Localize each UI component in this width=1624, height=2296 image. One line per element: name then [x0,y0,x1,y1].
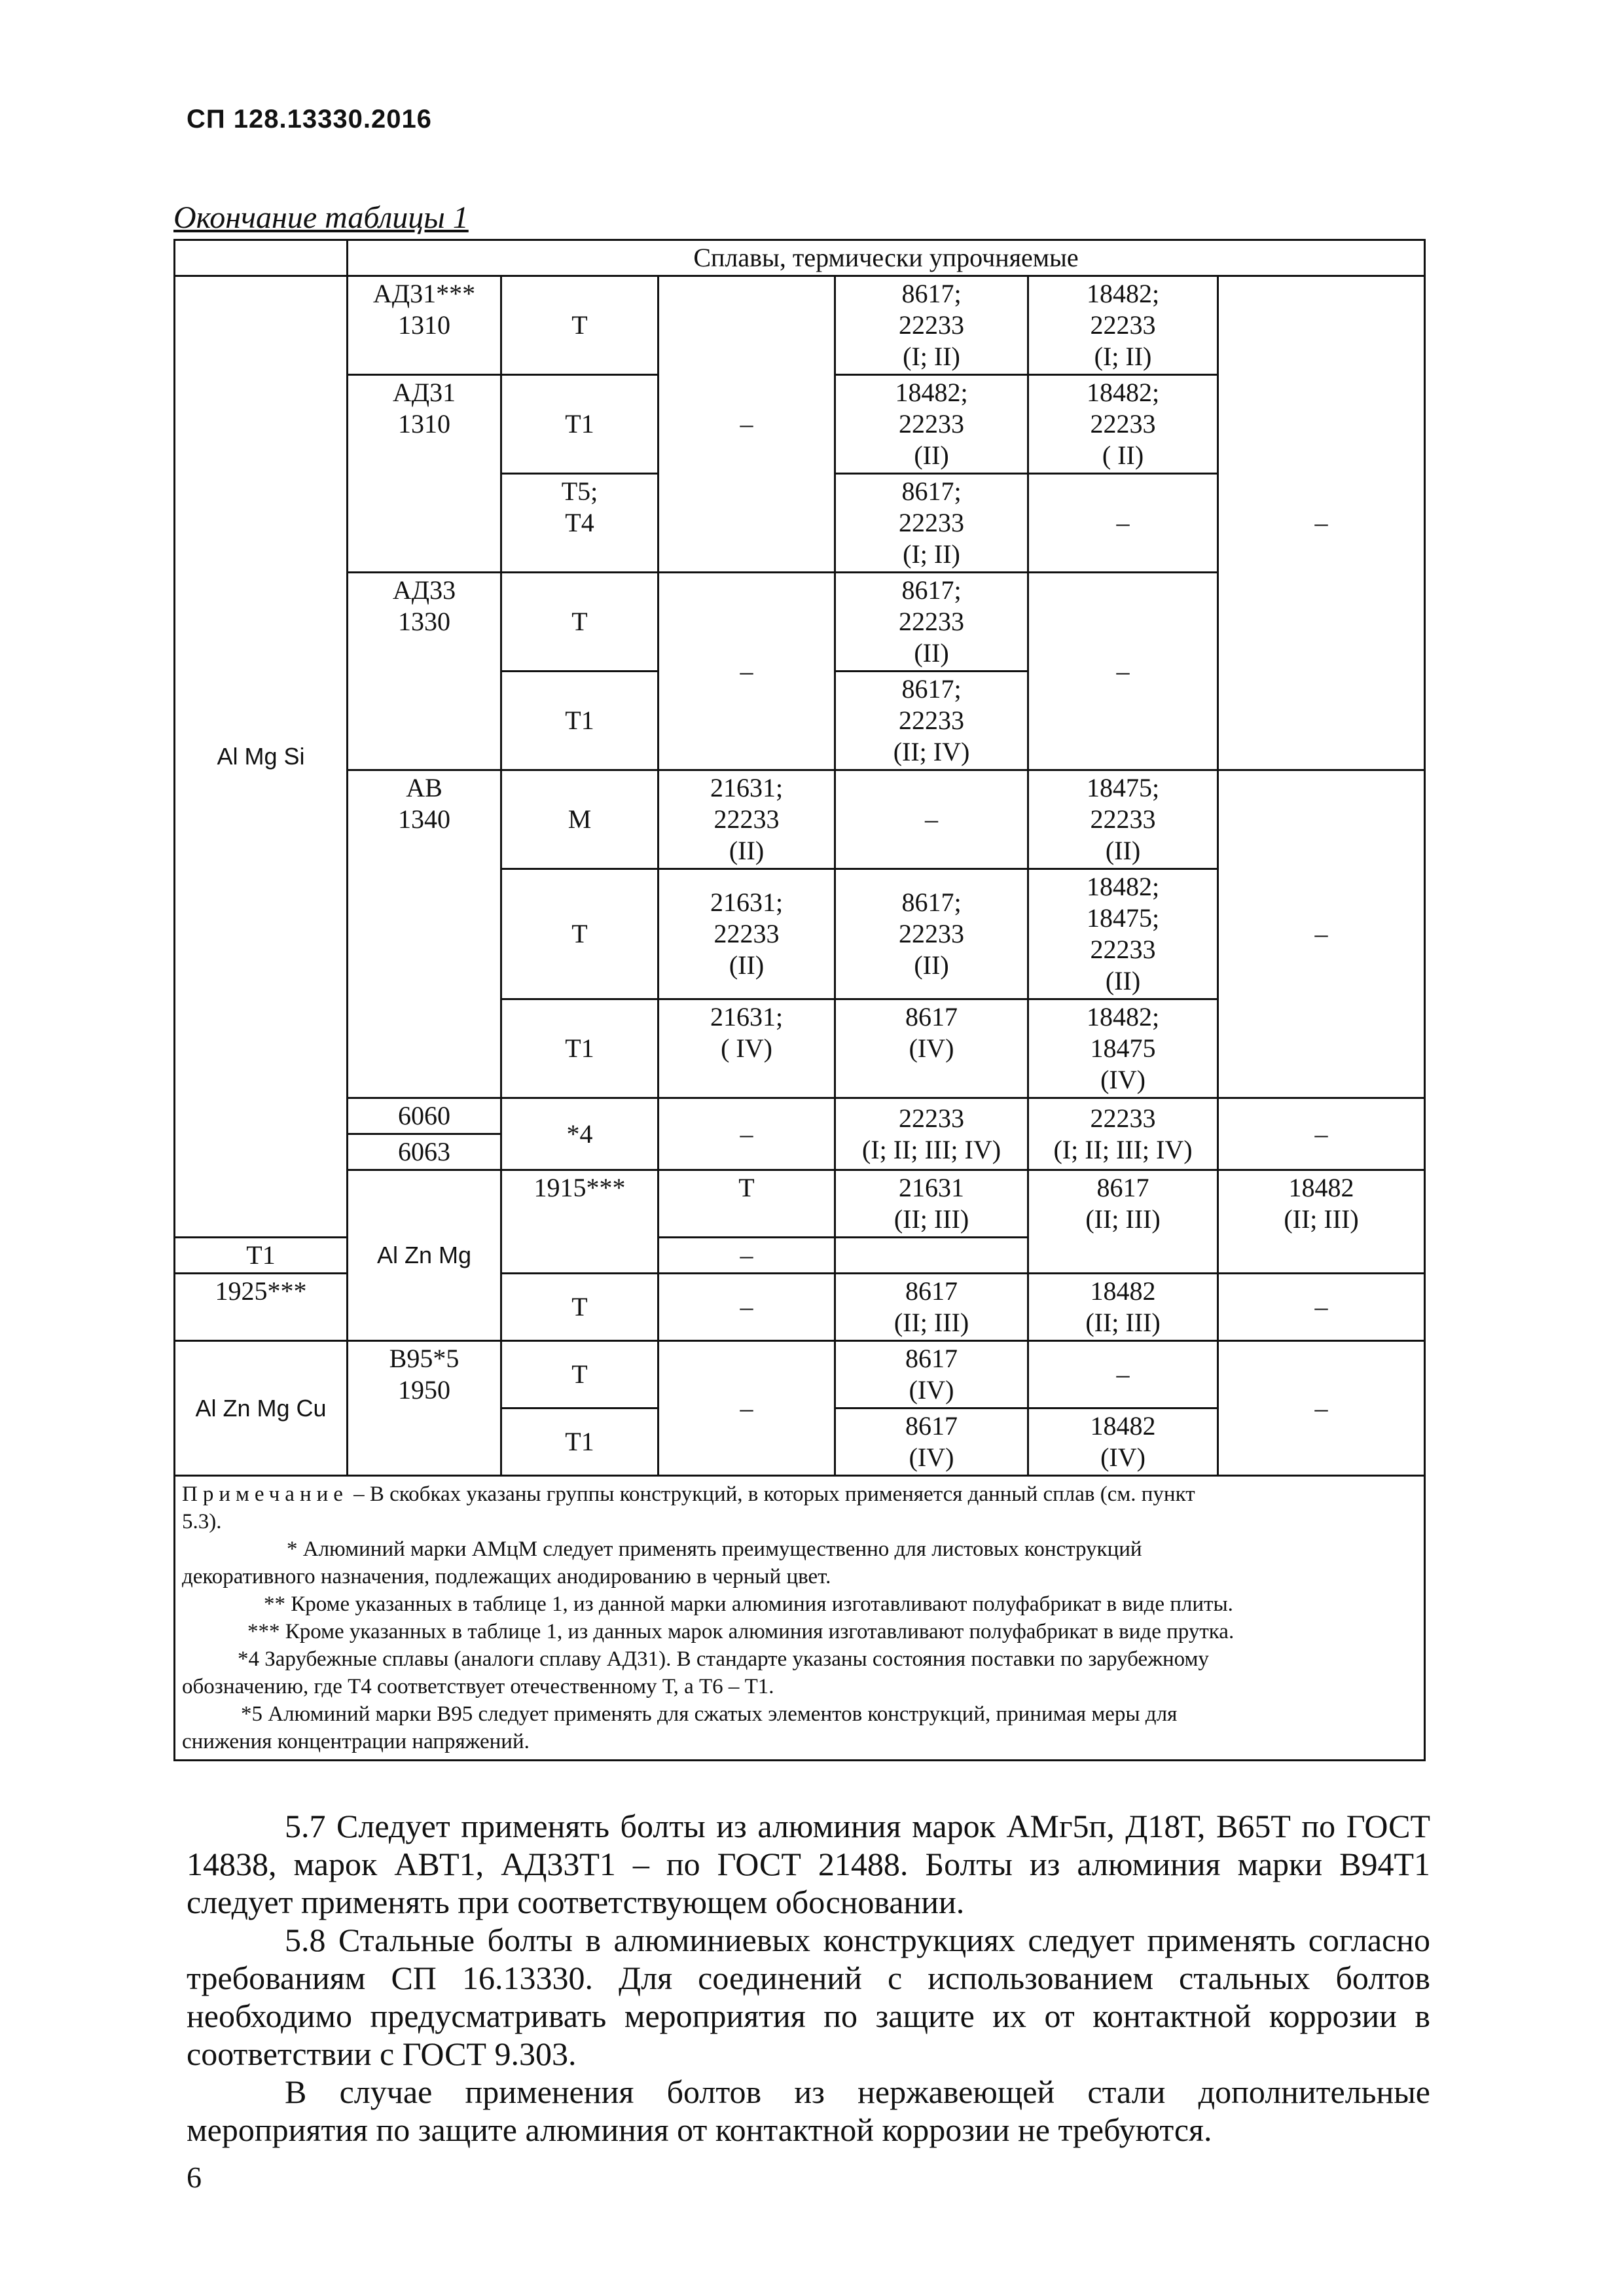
grade-cell: 6060 [348,1098,501,1134]
table-header: Сплавы, термически упрочняемые [348,240,1425,276]
std-cell: 8617 (IV) [835,1408,1028,1476]
table-corner [175,240,348,276]
document-code: СП 128.13330.2016 [187,105,432,134]
grade-cell: 6063 [348,1134,501,1170]
std-cell: 18482 (II; III) [1028,1274,1218,1341]
std-cell: – [659,276,835,573]
std-cell: 8617 (IV) [835,1341,1028,1408]
state-cell: Т [501,573,659,672]
std-cell: 8617 (II; III) [835,1274,1028,1341]
std-cell: 18482; 22233 (I; II) [1028,276,1218,375]
grade-cell: 1925*** [175,1274,348,1341]
std-cell: 18475; 22233 (II) [1028,770,1218,869]
std-cell: 8617; 22233 (II; IV) [835,672,1028,770]
std-cell: – [1028,474,1218,573]
grade-cell: АВ 1340 [348,770,501,1098]
state-cell: Т1 [501,1408,659,1476]
alloys-table [173,239,1424,1761]
std-cell: – [1218,276,1425,770]
group-almgsi: Al Mg Si [175,276,348,1238]
state-cell: Т [659,1170,835,1238]
note-line: – В скобках указаны группы конструкций, в которых применяется данный сплав (см. пункт [348,1482,1195,1506]
std-cell: – [1218,1274,1425,1341]
state-cell: Т1 [175,1238,348,1274]
std-cell: 18482; 18475; 22233 (II) [1028,869,1218,999]
std-cell: 18482 (II; III) [1218,1170,1425,1274]
grade-cell: АД31*** 1310 [348,276,501,375]
std-cell: 8617; 22233 (II) [835,573,1028,672]
std-cell: 18482; 18475 (IV) [1028,999,1218,1098]
state-cell: Т1 [501,672,659,770]
std-cell: – [1218,1341,1425,1476]
note-line: обозначению, где Т4 соответствует отечественному Т, а Т6 – Т1. [182,1675,774,1698]
table-note [175,1476,1425,1761]
state-cell: Т [501,276,659,375]
note-line: *5 Алюминий марки В95 следует применять для сжатых элементов конструкций, принимая меры для [241,1702,1178,1726]
note-line: 5.3). [182,1510,222,1534]
std-cell: 18482 (IV) [1028,1408,1218,1476]
body-text [187,1807,1430,2149]
std-cell: – [659,573,835,770]
std-cell: 8617; 22233 (II) [835,869,1028,999]
std-cell: 22233 (I; II; III; IV) [835,1098,1028,1170]
std-cell: – [1028,573,1218,770]
std-cell: 18482; 22233 (II) [835,375,1028,474]
note-line: декоративного назначения, подлежащих анодированию в черный цвет. [182,1565,831,1588]
group-alznmg: Al Zn Mg [348,1170,501,1341]
std-cell: 21631 (II; III) [835,1170,1028,1238]
std-cell: – [1218,1098,1425,1170]
state-cell: Т [501,869,659,999]
std-cell: 8617 (II; III) [1028,1170,1218,1274]
state-cell: М [501,770,659,869]
paragraph-5-8: 5.8 Стальные болты в алюминиевых конструкциях следует применять согласно требованиям СП 16.13330. Для соединений с использованием стальных болтов необходимо предусматривать мероприятия по защите их от контактной коррозии в соответствии с ГОСТ 9.303. [187,1922,1430,2072]
paragraph-5-7: 5.7 Следует применять болты из алюминия марок АМг5п, Д18Т, В65Т по ГОСТ 14838, марок АВТ1, АД33Т1 – по ГОСТ 21488. Болты из алюминия марки В94Т1 следует применять при соответствующем обосновании. [187,1808,1430,1920]
std-cell: 22233 (I; II; III; IV) [1028,1098,1218,1170]
state-cell: *4 [501,1098,659,1170]
note-line: *** Кроме указанных в таблице 1, из данных марок алюминия изготавливают полуфабрикат в виде прутка. [247,1620,1235,1643]
state-cell: Т1 [501,375,659,474]
std-cell: 21631; 22233 (II) [659,770,835,869]
note-line: * Алюминий марки АМцМ следует применять преимущественно для листовых конструкций [287,1537,1142,1561]
note-line: *4 Зарубежные сплавы (аналоги сплаву АД31). В стандарте указаны состояния поставки по зарубежному [238,1647,1209,1671]
note-label: Примечание [182,1482,348,1506]
grade-cell: АД33 1330 [348,573,501,770]
grade-cell: 1915*** [501,1170,659,1274]
paragraph-5-8-cont: В случае применения болтов из нержавеющей стали дополнительные мероприятия по защите алюминия от контактной коррозии не требуются. [187,2073,1430,2148]
std-cell: – [835,770,1028,869]
std-cell: 18482; 22233 ( II) [1028,375,1218,474]
std-cell: – [659,1098,835,1170]
note-line: ** Кроме указанных в таблице 1, из данной марки алюминия изготавливают полуфабрикат в виде плиты. [264,1592,1233,1616]
grade-cell: АД31 1310 [348,375,501,573]
state-cell: Т [501,1274,659,1341]
std-cell: 8617; 22233 (I; II) [835,474,1028,573]
page-number: 6 [187,2161,202,2194]
std-cell: 21631; ( IV) [659,999,835,1098]
std-cell: – [659,1238,835,1274]
std-cell: – [659,1341,835,1476]
std-cell: 8617 (IV) [835,999,1028,1098]
note-line: снижения концентрации напряжений. [182,1730,530,1753]
std-cell: – [1028,1341,1218,1408]
std-cell: 21631; 22233 (II) [659,869,835,999]
grade-cell: В95*5 1950 [348,1341,501,1476]
state-cell: Т [501,1341,659,1408]
state-cell: Т5; Т4 [501,474,659,573]
std-cell: 8617; 22233 (I; II) [835,276,1028,375]
group-alznmgcu: Al Zn Mg Cu [175,1341,348,1476]
table-caption: Окончание таблицы 1 [173,200,469,235]
std-cell: – [1218,770,1425,1098]
state-cell: Т1 [501,999,659,1098]
std-cell: – [659,1274,835,1341]
